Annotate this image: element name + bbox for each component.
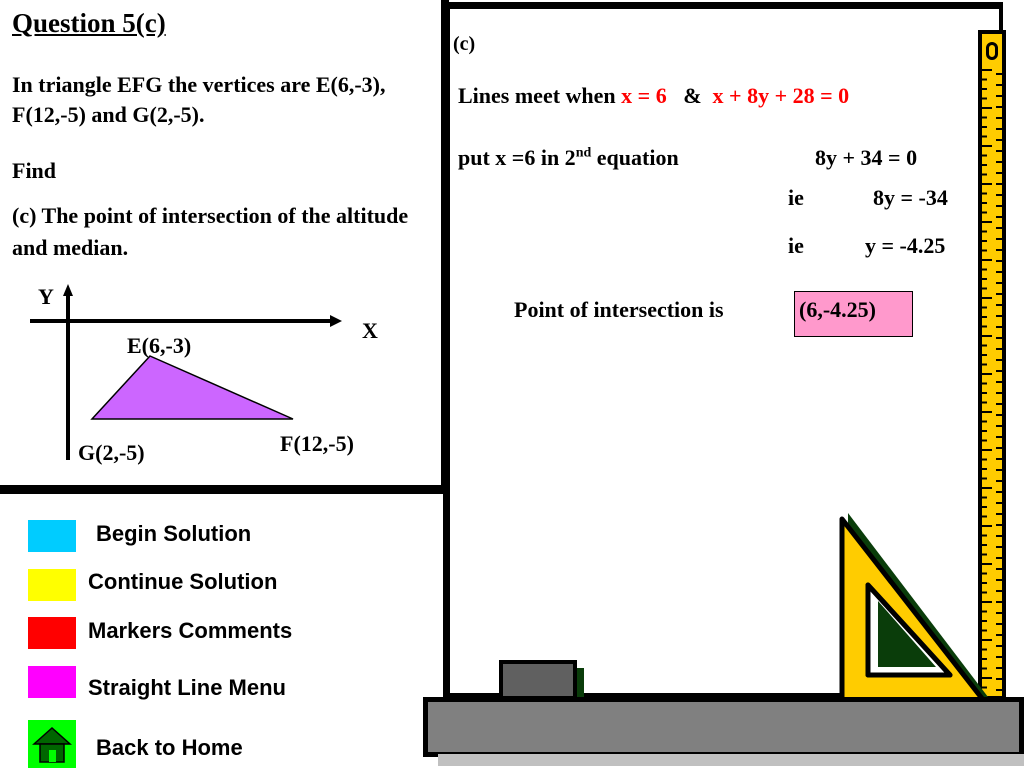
line1-x-value: x = 6 bbox=[621, 83, 667, 108]
straight-line-menu-label[interactable]: Straight Line Menu bbox=[88, 675, 286, 700]
line1-equation: x + 8y + 28 = 0 bbox=[712, 83, 850, 108]
straight-line-menu-button[interactable] bbox=[28, 666, 76, 698]
y-axis-arrow bbox=[63, 284, 73, 296]
continue-solution-label[interactable]: Continue Solution bbox=[88, 569, 278, 594]
equation-1: 8y + 34 = 0 bbox=[815, 145, 918, 170]
ruler-hole-icon bbox=[986, 42, 998, 60]
find-label: Find bbox=[12, 158, 57, 183]
set-square-icon bbox=[838, 505, 1024, 705]
equation-3: y = -4.25 bbox=[865, 233, 946, 258]
solution-part-label: (c) bbox=[453, 33, 476, 55]
x-axis-arrow bbox=[330, 315, 342, 327]
line1-amp: & bbox=[683, 83, 702, 108]
home-icon[interactable] bbox=[28, 720, 76, 768]
back-to-home-label[interactable]: Back to Home bbox=[96, 735, 243, 760]
line2-sup: nd bbox=[575, 145, 592, 161]
question-text: In triangle EFG the vertices are E(6,-3), F(12,-5) and G(2,-5). bbox=[12, 72, 386, 127]
ie-label-1: ie bbox=[788, 185, 804, 210]
solution-line-2 bbox=[458, 145, 679, 171]
line2-put: put x =6 in 2 bbox=[458, 145, 576, 170]
panel-divider-horizontal bbox=[0, 485, 447, 494]
vertex-g-label: G(2,-5) bbox=[78, 440, 145, 465]
answer-value: (6,-4.25) bbox=[799, 297, 876, 322]
equation-2: 8y = -34 bbox=[873, 185, 948, 210]
line1-prefix: Lines meet when bbox=[458, 83, 622, 108]
triangle-diagram bbox=[20, 280, 420, 480]
markers-comments-button[interactable] bbox=[28, 617, 76, 649]
triangle-efg bbox=[92, 356, 293, 419]
begin-solution-label[interactable]: Begin Solution bbox=[96, 521, 252, 546]
board-base bbox=[423, 697, 1024, 757]
base-shadow bbox=[438, 754, 1024, 766]
y-axis-label: Y bbox=[38, 284, 54, 309]
eraser-block-icon bbox=[499, 660, 577, 700]
question-title: Question 5(c) bbox=[12, 8, 166, 38]
vertex-f-label: F(12,-5) bbox=[280, 431, 354, 456]
x-axis-label: X bbox=[362, 318, 378, 343]
continue-solution-button[interactable] bbox=[28, 569, 76, 601]
vertex-e-label: E(6,-3) bbox=[127, 333, 192, 358]
question-part-c: (c) The point of intersection of the altitude and median. bbox=[12, 203, 409, 260]
markers-comments-label[interactable]: Markers Comments bbox=[88, 618, 293, 643]
intersection-label: Point of intersection is bbox=[514, 297, 724, 322]
ie-label-2: ie bbox=[788, 233, 804, 258]
back-to-home-button[interactable] bbox=[28, 720, 76, 768]
solution-line-1 bbox=[458, 83, 849, 109]
line2-suffix: equation bbox=[591, 145, 679, 170]
begin-solution-button[interactable] bbox=[28, 520, 76, 552]
